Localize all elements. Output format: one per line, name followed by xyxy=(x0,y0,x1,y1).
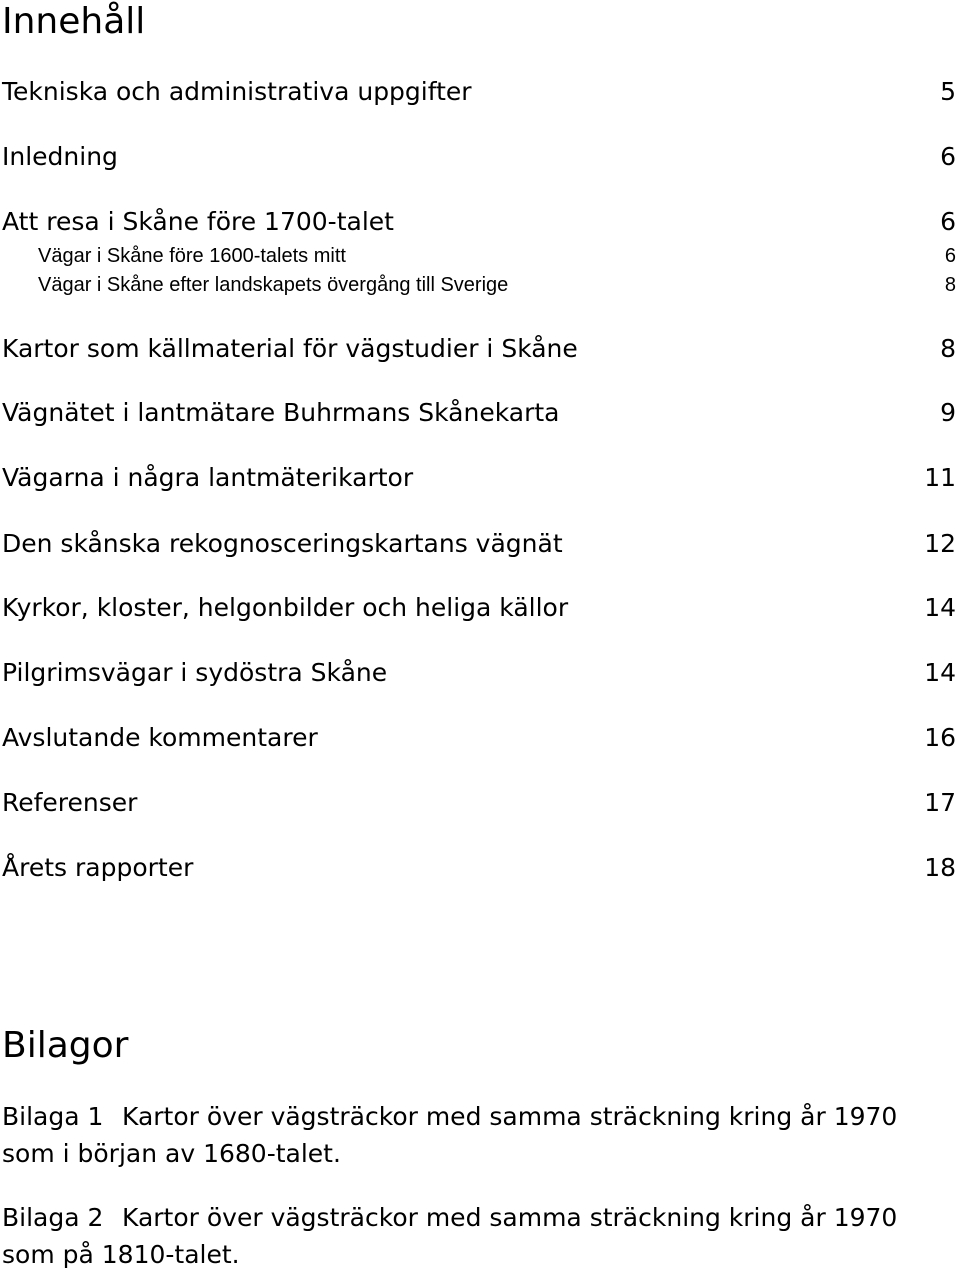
toc-entry-page: 14 xyxy=(924,658,956,687)
page-title: Innehåll xyxy=(2,1,146,42)
toc-entry xyxy=(2,207,956,237)
toc-entry-page: 6 xyxy=(940,207,956,236)
toc-entry xyxy=(2,853,956,883)
toc-entry-page: 12 xyxy=(924,529,956,558)
toc-subentry xyxy=(38,243,956,269)
toc-entry-label: Avslutande kommentarer xyxy=(2,723,318,752)
toc-entry-label: Kyrkor, kloster, helgonbilder och heliga källor xyxy=(2,593,569,622)
toc-entry-label: Vägar i Skåne före 1600-talets mitt xyxy=(38,245,346,267)
toc-entry xyxy=(2,142,956,172)
toc-entry xyxy=(2,334,956,364)
toc-entry xyxy=(2,593,956,623)
toc-subentry xyxy=(38,272,956,298)
appendix-item-text: Kartor över vägsträckor med samma sträckning kring år 1970 som i början av 1680-talet. xyxy=(2,1102,898,1168)
appendix-item-text: Kartor över vägsträckor med samma sträckning kring år 1970 som på 1810-talet. xyxy=(2,1203,898,1269)
toc-entry xyxy=(2,788,956,818)
toc-entry-page: 18 xyxy=(924,853,956,882)
toc-entry-page: 14 xyxy=(924,593,956,622)
toc-entry-page: 16 xyxy=(924,723,956,752)
toc-entry-page: 6 xyxy=(944,245,956,267)
toc-entry-label: Att resa i Skåne före 1700-talet xyxy=(2,207,394,236)
appendix-item-id: Bilaga 1 xyxy=(2,1102,104,1131)
toc-entry-label: Tekniska och administrativa uppgifter xyxy=(2,77,472,106)
toc-entry-page: 11 xyxy=(924,463,956,492)
toc-entry-page: 8 xyxy=(944,274,956,296)
appendix-item-id: Bilaga 2 xyxy=(2,1203,104,1232)
toc-entry xyxy=(2,398,956,428)
toc-entry xyxy=(2,723,956,753)
toc-entry-page: 17 xyxy=(924,788,956,817)
appendix-item xyxy=(2,1199,952,1273)
toc-entry-page: 9 xyxy=(940,398,956,427)
toc-entry-label: Pilgrimsvägar i sydöstra Skåne xyxy=(2,658,388,687)
toc-entry-page: 6 xyxy=(940,142,956,171)
toc-entry-label: Den skånska rekognosceringskartans vägnät xyxy=(2,529,563,558)
toc-entry xyxy=(2,77,956,107)
toc-entry xyxy=(2,463,956,493)
toc-entry-label: Kartor som källmaterial för vägstudier i Skåne xyxy=(2,334,578,363)
appendix-title: Bilagor xyxy=(2,1025,129,1066)
toc-entry xyxy=(2,529,956,559)
toc-entry-label: Vägarna i några lantmäterikartor xyxy=(2,463,414,492)
toc-entry-page: 5 xyxy=(940,77,956,106)
toc-entry-label: Inledning xyxy=(2,142,118,171)
toc-entry-label: Vägar i Skåne efter landskapets övergång till Sverige xyxy=(38,274,509,296)
toc-entry xyxy=(2,658,956,688)
toc-entry-page: 8 xyxy=(940,334,956,363)
toc-entry-label: Årets rapporter xyxy=(2,853,194,882)
toc-entry-label: Referenser xyxy=(2,788,138,817)
appendix-item xyxy=(2,1098,952,1172)
toc-entry-label: Vägnätet i lantmätare Buhrmans Skånekarta xyxy=(2,398,560,427)
